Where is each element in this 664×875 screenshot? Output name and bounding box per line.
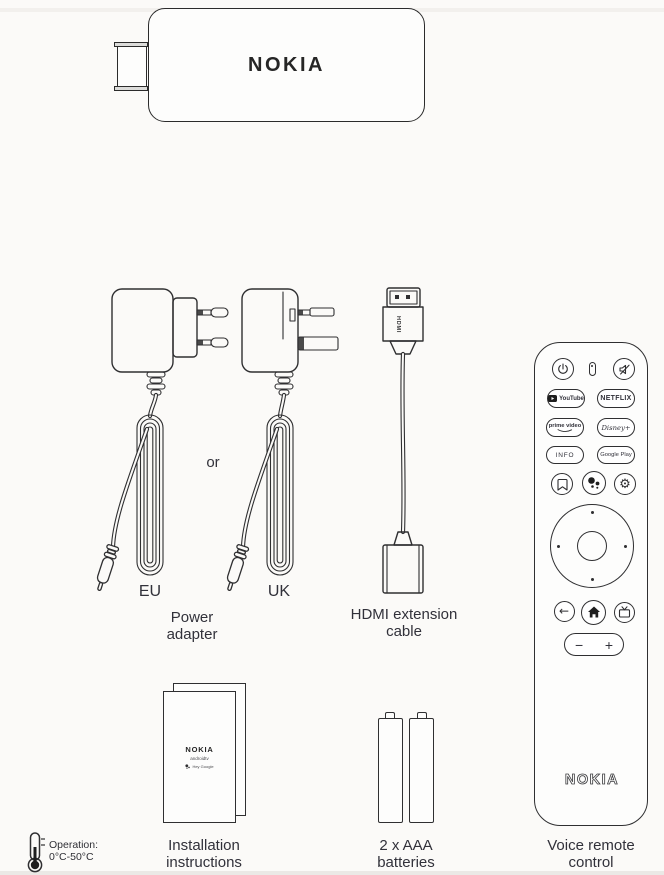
battery-1 — [378, 718, 403, 823]
uk-dc-plug — [223, 544, 249, 592]
uk-label: UK — [267, 583, 291, 600]
prime-video-label: prime video — [548, 422, 582, 429]
hdmi-extension-cable-illustration — [375, 286, 431, 598]
booklet-androidtv-label: androidtv — [190, 756, 209, 761]
power-adapter-caption: Power adapter — [166, 609, 218, 643]
dpad-right-dot — [624, 545, 627, 548]
voice-remote-caption: Voice remote control — [547, 837, 635, 871]
dpad-up-dot — [591, 511, 594, 514]
dpad-down-dot — [591, 578, 594, 581]
voice-remote — [534, 342, 648, 826]
operation-label: Operation: — [49, 839, 99, 851]
page-bottom-edge-band — [0, 871, 664, 875]
power-button — [552, 358, 574, 380]
eu-cable-coil — [137, 415, 163, 575]
mute-icon — [618, 363, 631, 376]
booklet-front-page — [163, 691, 236, 823]
batteries-caption: 2 x AAA batteries — [377, 837, 435, 871]
bookmark-icon — [557, 478, 568, 491]
google-assistant-button — [582, 471, 606, 495]
volume-rocker — [564, 633, 624, 656]
settings-button — [614, 473, 636, 495]
mic-icon — [589, 362, 596, 376]
google-assistant-icon — [586, 475, 601, 491]
stick-hdmi-flange-bottom — [114, 86, 148, 91]
operation-range: 0°C-50°C — [49, 850, 94, 863]
battery-2 — [409, 718, 434, 823]
eu-dc-plug — [93, 544, 119, 592]
eu-label: EU — [138, 583, 162, 600]
svg-text:NOKIA: NOKIA — [564, 772, 620, 788]
disney-plus-button — [597, 418, 635, 437]
dpad-ok-button — [577, 531, 607, 561]
prime-smile-icon — [557, 429, 573, 433]
installation-caption: Installation instructions — [166, 837, 242, 871]
youtube-icon — [548, 395, 557, 402]
live-tv-icon — [618, 606, 631, 618]
bookmark-button — [551, 473, 573, 495]
booklet-hey-google-label: Hey Google — [192, 764, 214, 769]
volume-down-label: − — [575, 636, 584, 653]
google-play-button — [597, 446, 635, 464]
back-button — [554, 601, 575, 622]
google-play-label: Google Play — [600, 452, 632, 458]
info-label: INFO — [555, 451, 575, 459]
youtube-label: YouTube — [559, 395, 584, 402]
volume-up-label: + — [604, 636, 613, 653]
booklet-assistant-icon — [185, 764, 190, 769]
disney-plus-label: Disney+ — [601, 423, 631, 432]
home-button — [581, 600, 606, 625]
stick-hdmi-connector — [117, 46, 147, 87]
hdmi-cable-caption: HDMI extension cable — [350, 606, 458, 640]
netflix-label: NETFLIX — [600, 395, 632, 402]
remote-nokia-logo — [547, 769, 637, 789]
info-button — [546, 446, 584, 464]
prime-video-button — [546, 418, 584, 437]
thermometer-icon — [25, 831, 47, 873]
operation-note — [49, 840, 98, 863]
dpad-ring — [550, 504, 634, 588]
youtube-button — [547, 389, 585, 408]
power-icon — [557, 363, 569, 375]
eu-adapter — [93, 289, 228, 592]
home-icon — [587, 606, 601, 618]
booklet-nokia-logo: NOKIA — [185, 745, 214, 754]
or-label: or — [206, 454, 220, 471]
uk-adapter — [223, 289, 338, 592]
stick-nokia-logo: NOKIA — [248, 53, 325, 76]
live-tv-button — [614, 602, 635, 623]
settings-gear-icon: ⚙ — [619, 476, 631, 492]
back-icon: ← — [558, 604, 570, 618]
power-adapters-illustration — [90, 283, 360, 613]
hdmi-connector-label: HDMI — [395, 316, 401, 334]
mute-button — [613, 358, 635, 380]
uk-cable-coil — [267, 415, 293, 575]
netflix-button — [597, 389, 635, 408]
dpad-left-dot — [557, 545, 560, 548]
streaming-stick — [148, 8, 425, 122]
